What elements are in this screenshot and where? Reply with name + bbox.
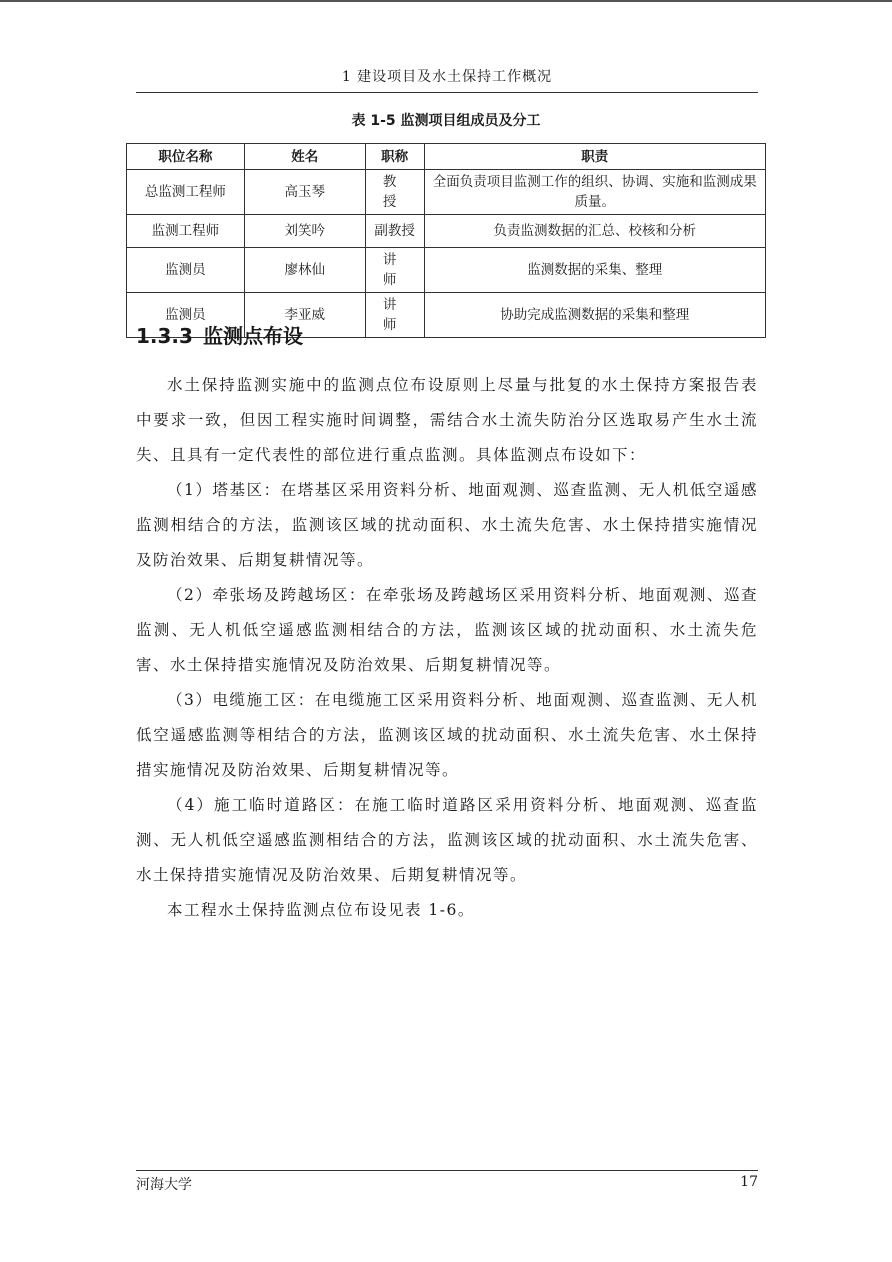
cell-title: 副教授 [365,215,424,248]
cell-duty: 协助完成监测数据的采集和整理 [424,293,765,338]
cell-title: 讲师 [365,248,424,293]
cell-name: 刘笑吟 [244,215,365,248]
section-heading [136,320,303,349]
running-header: 1 建设项目及水土保持工作概况 [136,66,758,93]
col-header-title: 职称 [365,144,424,170]
col-header-duty: 职责 [424,144,765,170]
cell-duty: 监测数据的采集、整理 [424,248,765,293]
page-number: 17 [740,1174,758,1190]
paragraph-tension-area: （2）牵张场及跨越场区：在牵张场及跨越场区采用资料分析、地面观测、巡查监测、无人机低空遥感监测相结合的方法，监测该区域的扰动面积、水土流失危害、水土保持措实施情况及防治效果、后期复耕情况等。 [136,586,758,674]
cell-position: 监测员 [127,293,245,338]
staff-table [126,143,766,338]
cell-position: 监测员 [127,248,245,293]
cell-name: 高玉琴 [244,170,365,215]
cell-duty: 负责监测数据的汇总、校核和分析 [424,215,765,248]
cell-position: 总监测工程师 [127,170,245,215]
cell-name: 廖林仙 [244,248,365,293]
cell-title: 讲师 [365,293,424,338]
paragraph-tower-area: （1）塔基区：在塔基区采用资料分析、地面观测、巡查监测、无人机低空遥感监测相结合的方法，监测该区域的扰动面积、水土流失危害、水土保持措实施情况及防治效果、后期复耕情况等。 [136,481,758,569]
table-row [127,215,766,248]
table-caption: 表 1-5 监测项目组成员及分工 [351,113,541,129]
table-header-row [127,144,766,170]
col-header-name: 姓名 [244,144,365,170]
col-header-position: 职位名称 [127,144,245,170]
table-row [127,170,766,215]
paragraph-road-area: （4）施工临时道路区：在施工临时道路区采用资料分析、地面观测、巡查监测、无人机低空遥感监测相结合的方法，监测该区域的扰动面积、水土流失危害、水土保持措实施情况及防治效果、后期复耕情况等。 [136,796,758,884]
table-row [127,248,766,293]
paragraph-intro: 水土保持监测实施中的监测点位布设原则上尽量与批复的水土保持方案报告表中要求一致，但因工程实施时间调整，需结合水土流失防治分区选取易产生水土流失、且具有一定代表性的部位进行重点监测。具体监测点布设如下： [136,376,758,464]
section-number: 1.3.3 [136,324,193,348]
footer-institution: 河海大学 [136,1177,192,1193]
section-title-text: 监测点布设 [202,324,303,348]
cell-title: 教授 [365,170,424,215]
paragraph-reference: 本工程水土保持监测点位布设见表 1-6。 [167,901,475,919]
cell-duty: 全面负责项目监测工作的组织、协调、实施和监测成果质量。 [424,170,765,215]
body-text [136,368,758,928]
cell-position: 监测工程师 [127,215,245,248]
top-border-line [0,0,892,2]
footer-rule [136,1170,758,1171]
cell-name: 李亚威 [244,293,365,338]
paragraph-cable-area: （3）电缆施工区：在电缆施工区采用资料分析、地面观测、巡查监测、无人机低空遥感监测等相结合的方法，监测该区域的扰动面积、水土流失危害、水土保持措实施情况及防治效果、后期复耕情况等。 [136,691,758,779]
